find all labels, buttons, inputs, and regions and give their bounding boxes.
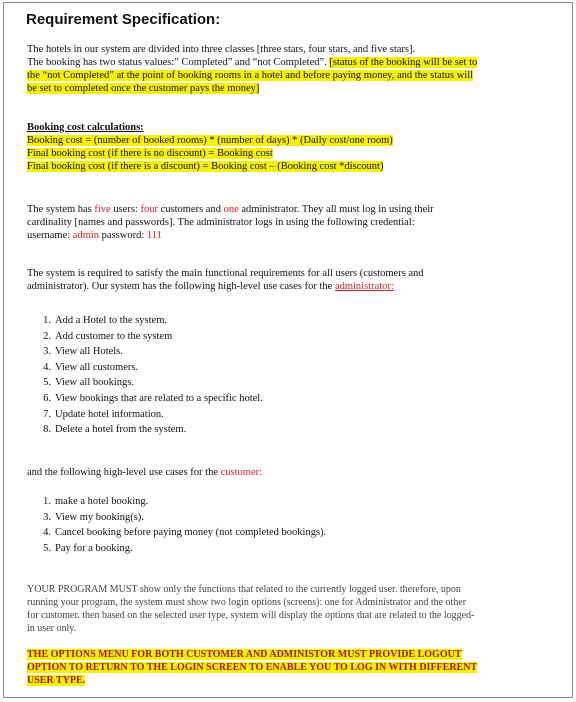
customer-case-item: 3. View my booking(s). bbox=[43, 511, 144, 523]
intro-paragraph bbox=[27, 43, 557, 95]
requirements-paragraph: The system is required to satisfy the main functional requirements for all users (customers and administrator). Our system has the following high-level use cases for the administrator: bbox=[27, 267, 557, 293]
status-note-line-3: the “not Completed” at the point of booking rooms in a hotel and before paying money, and the status will bbox=[27, 70, 474, 81]
booking-cost-heading: Booking cost calculations: bbox=[27, 122, 144, 133]
program-note bbox=[27, 583, 557, 635]
program-note-line: in user only. bbox=[27, 623, 77, 634]
customer-case-item: 5. Pay for a booking. bbox=[43, 542, 133, 554]
customer-intro: and the following high-level use cases for the customer: bbox=[27, 467, 263, 478]
booking-cost-section bbox=[27, 121, 557, 173]
admin-case-item: 6. View bookings that are related to a specific hotel. bbox=[43, 392, 263, 404]
program-note-line: for customer. then based on the selected user type, system will display the options that are related to the logged- bbox=[27, 610, 475, 621]
page-title: Requirement Specification: bbox=[26, 11, 221, 28]
formula-with-discount: Final booking cost (if there is a discount) = Booking cost – (Booking cost *discount) bbox=[27, 161, 384, 172]
admin-use-cases bbox=[37, 313, 567, 438]
administrator-link: administrator: bbox=[334, 281, 394, 292]
admin-case-item: 8. Delete a hotel from the system. bbox=[43, 424, 187, 436]
users-paragraph: The system has five users: four customers and one administrator. They all must log in using their cardinality [names and passwords]. The administrator logs in using the following credential: username: admin password: 111 bbox=[27, 203, 557, 242]
one-admin: one bbox=[223, 204, 239, 215]
status-note-line-4: be set to completed once the customer pays the money] bbox=[27, 83, 260, 94]
status-note-start: [status of the booking will be set to bbox=[329, 57, 478, 68]
admin-case-item: 4. View all customers. bbox=[43, 361, 139, 373]
formula-booking-cost: Booking cost = (number of booked rooms) * (number of days) * (Daily cost/one room) bbox=[27, 135, 393, 146]
admin-case-item: 7. Update hotel information. bbox=[43, 408, 164, 420]
formula-no-discount: Final booking cost (if there is no discount) = Booking cost bbox=[27, 148, 273, 159]
logout-line-3: USER TYPE. bbox=[27, 675, 86, 686]
logout-line-2: OPTION TO RETURN TO THE LOGIN SCREEN TO ENABLE YOU TO LOG IN WITH DIFFERENT bbox=[27, 662, 478, 673]
admin-case-item: 3. View all Hotels. bbox=[43, 346, 123, 358]
customer-case-item: 4. Cancel booking before paying money (not completed bookings). bbox=[43, 527, 327, 539]
document-page bbox=[3, 2, 573, 698]
intro-line-2a: The booking has two status values:” Completed” and “not Completed”. bbox=[27, 57, 330, 68]
customer-case-item: 1. make a hotel booking. bbox=[43, 496, 149, 507]
program-note-line: YOUR PROGRAM MUST show only the functions that related to the currently logged user. therefore, upon bbox=[27, 584, 461, 595]
admin-case-item: 5. View all bookings. bbox=[43, 377, 134, 389]
intro-line-2 bbox=[27, 56, 557, 69]
requirements-line-1: The system is required to satisfy the main functional requirements for all users (customers and bbox=[27, 268, 424, 279]
admin-username: admin bbox=[72, 230, 100, 241]
four-customers: four bbox=[140, 204, 158, 215]
program-note-line: running your program, the system must show two login options (screens): one for Administrator and the other bbox=[27, 597, 467, 608]
users-line-2: cardinality [names and passwords]. The administrator logs in using the following credential: bbox=[27, 217, 415, 228]
admin-case-item: 1. Add a Hotel to the system. bbox=[43, 315, 167, 326]
logout-requirement bbox=[27, 648, 557, 687]
customer-label: customer: bbox=[220, 467, 263, 478]
admin-case-item: 2. Add customer to the system bbox=[43, 330, 173, 342]
intro-line-1: The hotels in our system are divided into three classes [three stars, four stars, and five stars]. bbox=[27, 44, 416, 55]
admin-password: 111 bbox=[146, 230, 162, 241]
five-users: five bbox=[94, 204, 111, 215]
customer-use-cases bbox=[37, 494, 567, 556]
logout-line-1: THE OPTIONS MENU FOR BOTH CUSTOMER AND ADMINISTOR MUST PROVIDE LOGOUT bbox=[27, 649, 462, 660]
